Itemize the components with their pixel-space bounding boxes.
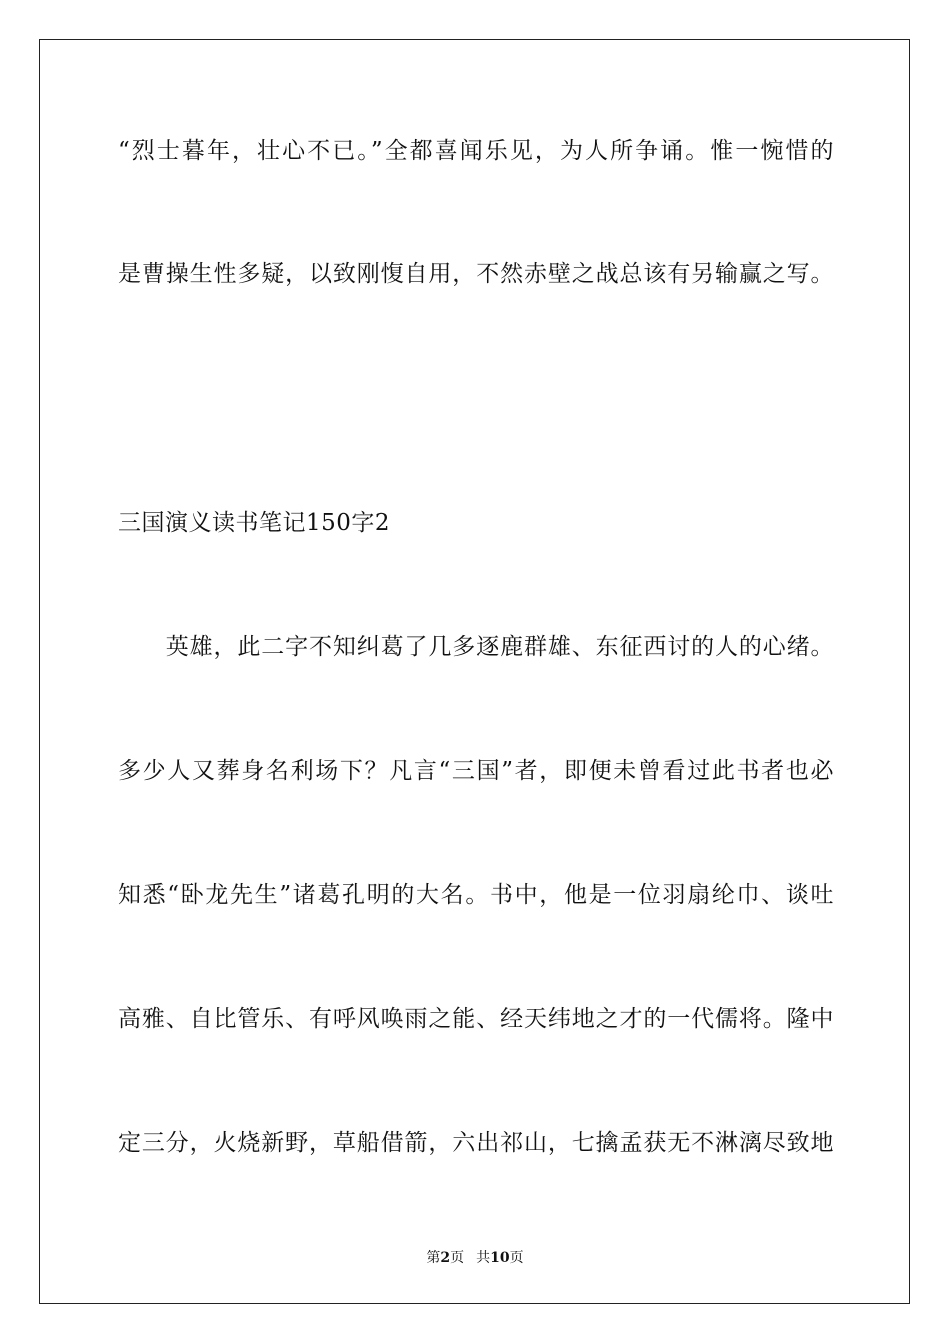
footer-page-suffix: 页 <box>450 1250 465 1266</box>
text-line: 知悉“卧龙先生”诸葛孔明的大名。书中，他是一位羽扇纶巾、谈吐 <box>118 882 834 908</box>
footer-total-suffix: 页 <box>509 1250 524 1266</box>
page-border <box>39 39 910 1304</box>
section-title: 三国演义读书笔记150字2 <box>118 510 391 536</box>
footer-total-prefix: 共 <box>476 1250 491 1266</box>
footer-prefix: 第 <box>426 1250 441 1266</box>
text-line: 多少人又葬身名利场下？凡言“三国”者，即便未曾看过此书者也必 <box>118 758 834 784</box>
text-line: 是曹操生性多疑，以致刚愎自用，不然赤壁之战总该有另输赢之写。 <box>118 261 834 287</box>
current-page-number: 2 <box>440 1250 451 1266</box>
text-line: “烈士暮年，壮心不已。”全都喜闻乐见，为人所争诵。惟一惋惜的 <box>118 138 834 164</box>
page-footer <box>0 1249 950 1267</box>
total-pages-number: 10 <box>490 1250 510 1266</box>
text-line: 高雅、自比管乐、有呼风唤雨之能、经天纬地之才的一代儒将。隆中 <box>118 1006 834 1032</box>
text-line: 定三分，火烧新野，草船借箭，六出祁山，七擒孟获无不淋漓尽致地 <box>118 1130 834 1156</box>
text-line: 英雄，此二字不知纠葛了几多逐鹿群雄、东征西讨的人的心绪。 <box>118 634 834 660</box>
